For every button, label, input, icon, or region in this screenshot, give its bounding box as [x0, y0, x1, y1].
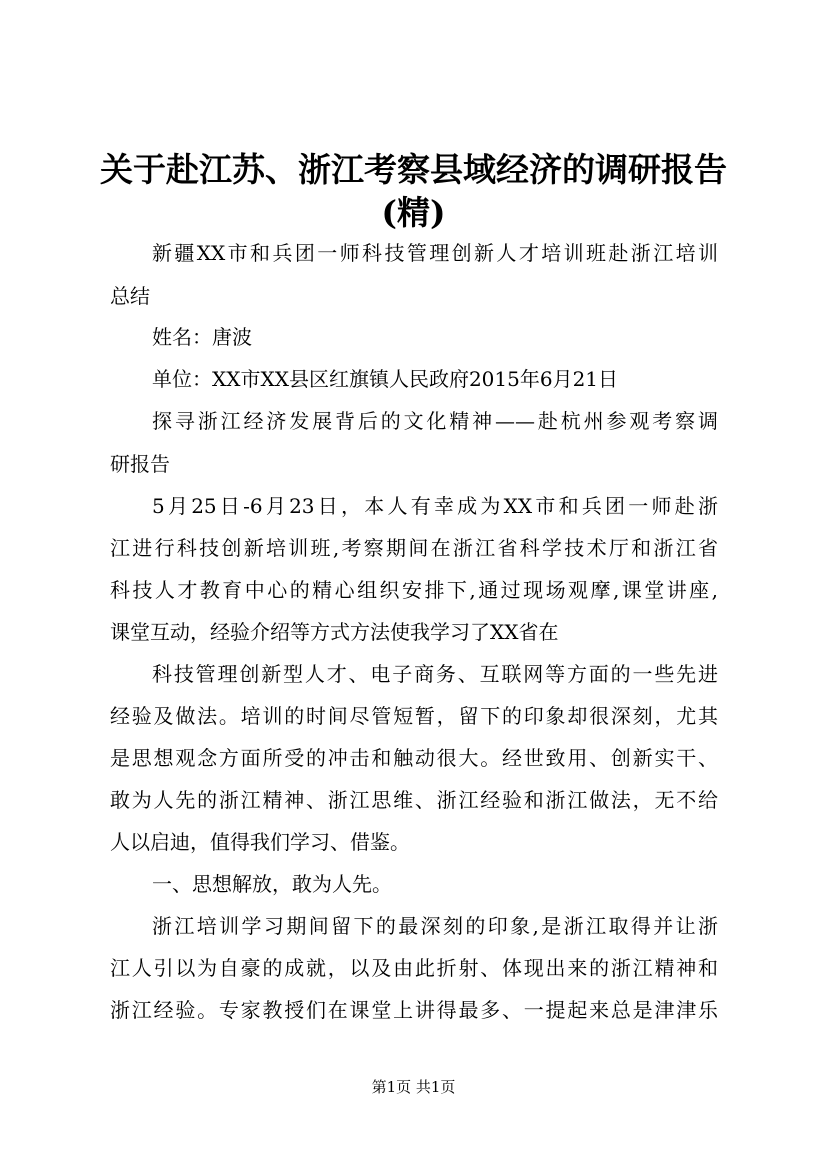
text-line: 科技管理创新型人才、电子商务、互联网等方面的一些先进: [152, 662, 718, 686]
document-title: 关于赴江苏、浙江考察县域经济的调研报告: [100, 150, 727, 189]
page-footer: 第1页 共1页: [371, 1078, 456, 1096]
text-line: 人以启迪，值得我们学习、借鉴。: [110, 830, 410, 854]
text-line: 探寻浙江经济发展背后的文化精神——赴杭州参观考察调: [152, 409, 718, 433]
text-line: 科技人才教育中心的精心组织安排下,通过现场观摩,课堂讲座,: [110, 578, 718, 602]
text-line: 江进行科技创新培训班,考察期间在浙江省科学技术厅和浙江省: [110, 536, 718, 560]
text-line: 浙江培训学习期间留下的最深刻的印象,是浙江取得并让浙: [152, 914, 718, 938]
text-line: 单位：XX市XX县区红旗镇人民政府2015年6月21日: [152, 367, 619, 391]
text-line: 浙江经验。专家教授们在课堂上讲得最多、一提起来总是津津乐: [110, 998, 718, 1022]
section-heading: 一、思想解放，敢为人先。: [152, 872, 392, 896]
text-line: 5月25日-6月23日，本人有幸成为XX市和兵团一师赴浙: [152, 494, 718, 518]
text-line: 敢为人先的浙江精神、浙江思维、浙江经验和浙江做法，无不给: [110, 788, 718, 812]
text-line: 姓名：唐波: [152, 325, 252, 349]
text-line: 新疆XX市和兵团一师科技管理创新人才培训班赴浙江培训: [152, 241, 718, 265]
text-line: 经验及做法。培训的时间尽管短暂，留下的印象却很深刻，尤其: [110, 704, 718, 728]
text-line: 课堂互动，经验介绍等方式方法使我学习了XX省在: [110, 620, 559, 644]
text-line: 江人引以为自豪的成就，以及由此折射、体现出来的浙江精神和: [110, 956, 718, 980]
text-line: 研报告: [110, 452, 170, 476]
document-title-suffix: (精): [381, 193, 446, 232]
text-line: 总结: [110, 284, 150, 308]
text-line: 是思想观念方面所受的冲击和触动很大。经世致用、创新实干、: [110, 746, 718, 770]
